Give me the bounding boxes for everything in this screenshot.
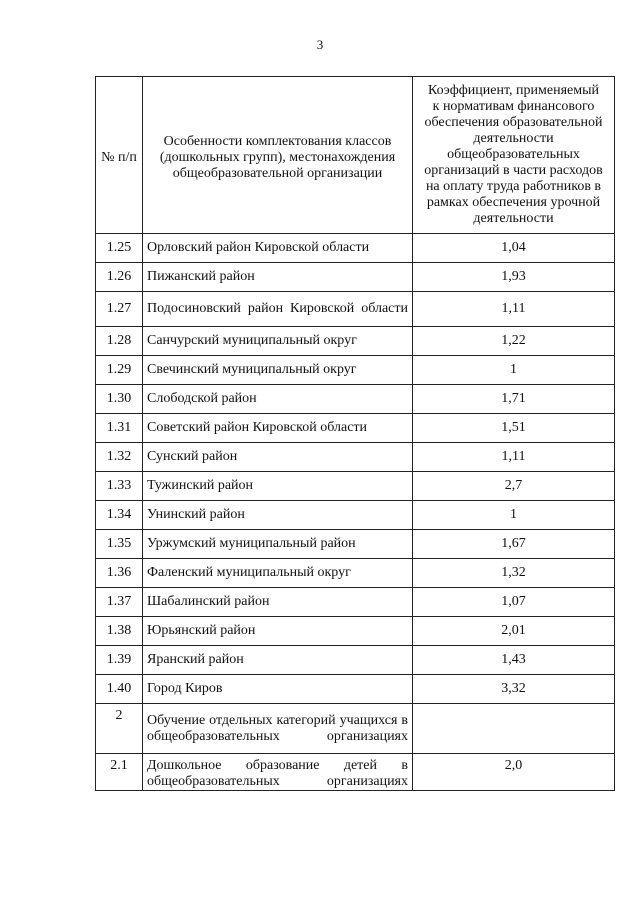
row-coefficient: 1,07 — [413, 588, 615, 617]
row-name: Дошкольное образование детей в общеобразовательных организациях — [143, 754, 413, 791]
row-number: 1.39 — [96, 646, 143, 675]
row-number: 1.31 — [96, 414, 143, 443]
row-number: 1.35 — [96, 530, 143, 559]
table-row — [96, 588, 615, 617]
row-name: Сунский район — [143, 443, 413, 472]
row-name: Обучение отдельных категорий учащихся в общеобразовательных организациях — [143, 704, 413, 754]
row-coefficient: 1,22 — [413, 327, 615, 356]
row-number: 1.38 — [96, 617, 143, 646]
row-number: 1.27 — [96, 292, 143, 327]
table-row — [96, 501, 615, 530]
row-coefficient: 1,32 — [413, 559, 615, 588]
row-number: 1.29 — [96, 356, 143, 385]
row-coefficient: 1,43 — [413, 646, 615, 675]
table-row — [96, 617, 615, 646]
row-name: Советский район Кировской области — [143, 414, 413, 443]
row-name: Слободской район — [143, 385, 413, 414]
row-number: 1.25 — [96, 234, 143, 263]
table-row — [96, 559, 615, 588]
row-coefficient: 1,11 — [413, 443, 615, 472]
row-coefficient: 1 — [413, 356, 615, 385]
row-coefficient: 1,11 — [413, 292, 615, 327]
row-coefficient: 2,0 — [413, 754, 615, 791]
row-number: 1.32 — [96, 443, 143, 472]
row-name: Унинский район — [143, 501, 413, 530]
row-coefficient: 2,01 — [413, 617, 615, 646]
row-number: 1.37 — [96, 588, 143, 617]
row-number: 1.40 — [96, 675, 143, 704]
table-row — [96, 292, 615, 327]
row-coefficient: 1,67 — [413, 530, 615, 559]
header-coefficient: Коэффициент, применяемый к нормативам финансового обеспечения образовательной деятельности общеобразовательных организаций в части расходов на оплату труда работников в рамках обеспечения урочной деятельности — [413, 77, 615, 234]
row-coefficient: 3,32 — [413, 675, 615, 704]
row-name: Орловский район Кировской области — [143, 234, 413, 263]
row-name: Фаленский муниципальный округ — [143, 559, 413, 588]
row-coefficient — [413, 704, 615, 754]
table-row — [96, 646, 615, 675]
row-coefficient: 1,71 — [413, 385, 615, 414]
table-row — [96, 443, 615, 472]
row-coefficient: 1,51 — [413, 414, 615, 443]
row-coefficient: 1,93 — [413, 263, 615, 292]
table-header-row — [96, 77, 615, 234]
row-name: Подосиновский район Кировской области — [143, 292, 413, 327]
header-features: Особенности комплектования классов (дошкольных групп), местонахождения общеобразовательной организации — [143, 77, 413, 234]
row-number: 1.36 — [96, 559, 143, 588]
row-number: 1.33 — [96, 472, 143, 501]
table-row — [96, 704, 615, 754]
row-number: 2.1 — [96, 754, 143, 791]
row-name: Шабалинский район — [143, 588, 413, 617]
table-row — [96, 414, 615, 443]
table-row — [96, 472, 615, 501]
row-name: Уржумский муниципальный район — [143, 530, 413, 559]
row-name: Пижанский район — [143, 263, 413, 292]
table-row — [96, 530, 615, 559]
row-name: Тужинский район — [143, 472, 413, 501]
table-row — [96, 234, 615, 263]
row-number: 1.26 — [96, 263, 143, 292]
row-name: Свечинский муниципальный округ — [143, 356, 413, 385]
table-row — [96, 675, 615, 704]
row-coefficient: 2,7 — [413, 472, 615, 501]
row-coefficient: 1 — [413, 501, 615, 530]
table-row — [96, 263, 615, 292]
table-row — [96, 754, 615, 791]
row-coefficient: 1,04 — [413, 234, 615, 263]
page-number: 3 — [316, 37, 324, 52]
row-number: 1.30 — [96, 385, 143, 414]
row-number: 1.28 — [96, 327, 143, 356]
table-row — [96, 356, 615, 385]
coefficients-table — [95, 76, 615, 791]
row-name: Юрьянский район — [143, 617, 413, 646]
row-name: Санчурский муниципальный округ — [143, 327, 413, 356]
table-row — [96, 385, 615, 414]
table-row — [96, 327, 615, 356]
row-number: 2 — [96, 704, 143, 754]
header-number: № п/п — [96, 77, 143, 234]
row-name: Яранский район — [143, 646, 413, 675]
row-name: Город Киров — [143, 675, 413, 704]
row-number: 1.34 — [96, 501, 143, 530]
